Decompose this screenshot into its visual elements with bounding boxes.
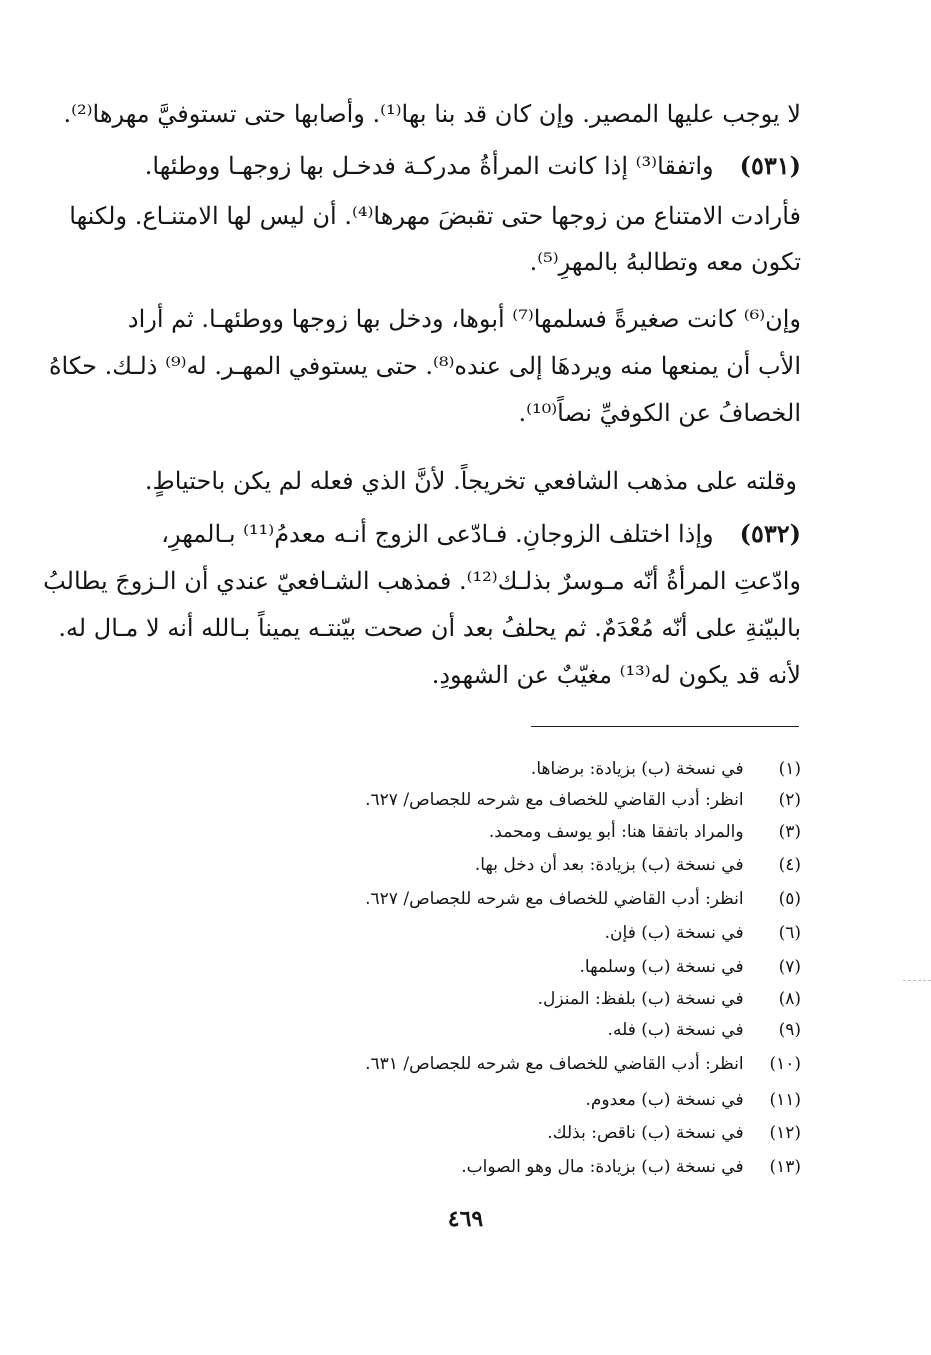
footnote-text: في نسخة (ب) ناقص: بذلك. <box>547 1123 744 1143</box>
footnote-number: (٣) <box>778 822 801 842</box>
footnote-text: في نسخة (ب) فإن. <box>604 923 744 943</box>
body-line-5: وإن⁽⁶⁾ كانت صغيرةً فسلمها⁽⁷⁾ أبوها، ودخل بها زوجها ووطئهـا. ثم أراد <box>127 305 801 333</box>
footnote-9 <box>201 1015 801 1045</box>
footnote-8 <box>201 984 801 1014</box>
footnote-3 <box>201 817 801 847</box>
footnote-number: (٧) <box>778 957 801 977</box>
footnote-number: (١) <box>778 759 801 779</box>
footnote-text: في نسخة (ب) وسلمها. <box>579 957 744 977</box>
body-line-9: وإذا اختلف الزوجانِ. فـادّعى الزوج أنـه معدمُ⁽¹¹⁾ بـالمهرِ، <box>161 520 714 548</box>
body-line-10: وادّعتِ المرأةُ أنّه مـوسرٌ بذلـك⁽¹²⁾. فمذهب الشـافعيّ عندي أن الـزوجَ يطالبُ <box>43 567 801 595</box>
footnote-separator <box>531 726 799 727</box>
footnote-5 <box>201 884 801 914</box>
paragraph-532-first-line <box>131 514 801 554</box>
footnote-number: (٥) <box>778 889 801 909</box>
footnote-6 <box>201 918 801 948</box>
body-line-4: تكون معه وتطالبهُ بالمهرِ⁽⁵⁾. <box>529 248 801 276</box>
page-number: ٤٦٩ <box>447 1206 484 1232</box>
body-line-8: وقلته على مذهب الشافعي تخريجاً. لأنَّ الذي فعله لم يكن باحتياطٍ. <box>144 467 797 495</box>
footnote-4 <box>201 850 801 880</box>
section-number-532: (٥٣٢) <box>739 519 801 548</box>
footnote-12 <box>201 1118 801 1148</box>
footnote-text: في نسخة (ب) بزيادة: بعد أن دخل بها. <box>474 855 744 875</box>
footnote-text: انظر: أدب القاضي للخصاف مع شرحه للجصاص/ ٦٢٧. <box>365 889 744 909</box>
footnote-text: في نسخة (ب) معدوم. <box>585 1090 744 1110</box>
footnote-number: (١٠) <box>769 1054 801 1074</box>
footnote-number: (٢) <box>778 790 801 810</box>
footnote-text: في نسخة (ب) بزيادة: مال وهو الصواب. <box>461 1157 744 1177</box>
footnote-1 <box>201 754 801 784</box>
footnote-2 <box>201 785 801 815</box>
footnote-13 <box>201 1152 801 1182</box>
footnote-11 <box>201 1085 801 1115</box>
footnote-number: (٦) <box>778 923 801 943</box>
footnote-number: (٤) <box>778 855 801 875</box>
body-line-11: بالبيّنةِ على أنّه مُعْدَمٌ. ثم يحلفُ بعد أن صحت بيّنتـه يميناً بـالله أنه لا مـال له. <box>58 614 801 642</box>
body-line-1: لا يوجب عليها المصير. وإن كان قد بنا بها⁽¹⁾. وأصابها حتى تستوفيَّ مهرها⁽²⁾. <box>63 100 801 128</box>
footnote-number: (١١) <box>769 1090 801 1110</box>
footnote-text: في نسخة (ب) بزيادة: برضاها. <box>530 759 744 779</box>
footnote-text: انظر: أدب القاضي للخصاف مع شرحه للجصاص/ ٦٣١. <box>365 1054 744 1074</box>
footnote-number: (١٢) <box>769 1123 801 1143</box>
footnote-text: في نسخة (ب) بلفظ: المنزل. <box>537 989 744 1009</box>
paragraph-531-first-line <box>131 146 801 186</box>
footnote-10 <box>201 1049 801 1079</box>
body-line-6: الأب أن يمنعها منه ويردهَا إلى عنده⁽⁸⁾. حتى يستوفي المهـر. له⁽⁹⁾ ذلـك. حكاهُ <box>48 352 801 380</box>
footnote-number: (١٣) <box>769 1157 801 1177</box>
body-line-2: واتفقا⁽³⁾ إذا كانت المرأةُ مدركـة فدخـل بها زوجهـا ووطئها. <box>144 152 714 180</box>
footnote-7 <box>201 952 801 982</box>
body-line-3: فأرادت الامتناع من زوجها حتى تقبضَ مهرها⁽⁴⁾. أن ليس لها الامتنـاع. ولكنها <box>69 202 801 230</box>
footnote-text: في نسخة (ب) فله. <box>607 1020 744 1040</box>
body-line-7: الخصافُ عن الكوفيِّ نصاً⁽¹⁰⁾. <box>518 399 801 427</box>
scan-edge-mark <box>903 980 931 981</box>
body-line-12: لأنه قد يكون له⁽¹³⁾ مغيّبٌ عن الشهودِ. <box>431 661 801 689</box>
footnote-text: والمراد باتفقا هنا: أبو يوسف ومحمد. <box>488 822 744 842</box>
footnote-number: (٨) <box>778 989 801 1009</box>
footnote-text: انظر: أدب القاضي للخصاف مع شرحه للجصاص/ ٦٢٧. <box>365 790 744 810</box>
section-number-531: (٥٣١) <box>739 151 801 180</box>
footnote-number: (٩) <box>778 1020 801 1040</box>
